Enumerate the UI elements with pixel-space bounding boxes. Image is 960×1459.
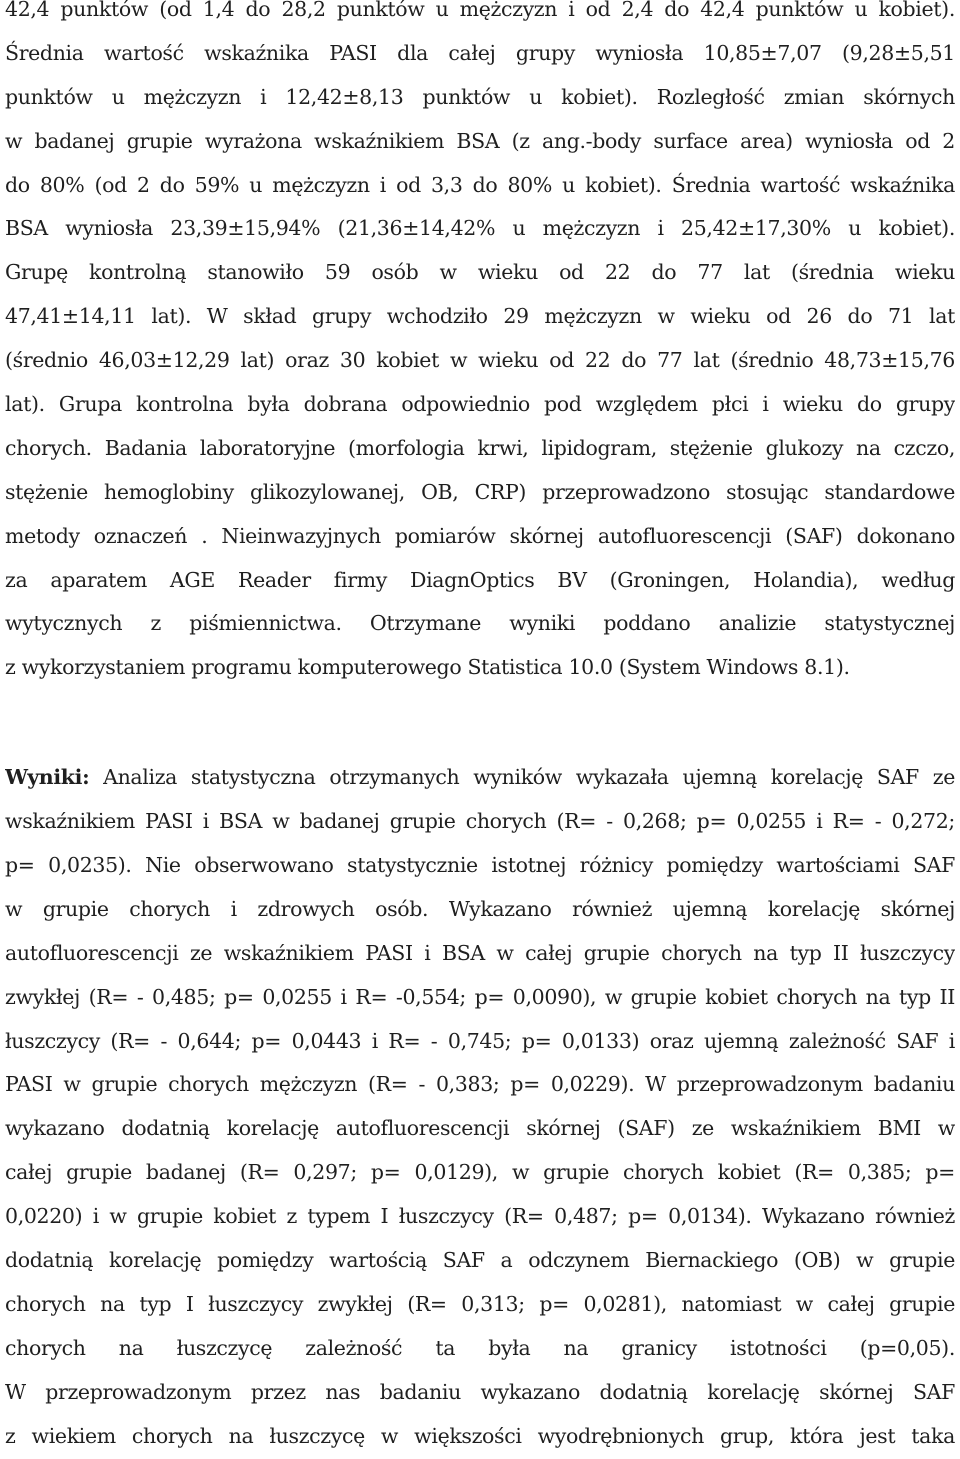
text-line: zwykłej (R= - 0,485; p= 0,0255 i R= -0,554; p= 0,0090), w grupie kobiet chorych na typ II (5, 984, 955, 1009)
text-line: w grupie chorych i zdrowych osób. Wykazano również ujemną korelację skórnej (5, 896, 955, 921)
text-line: metody oznaczeń . Nieinwazyjnych pomiarów skórnej autofluorescencji (SAF) dokonano (5, 523, 955, 548)
text-line: w badanej grupie wyrażona wskaźnikiem BSA (z ang.-body surface area) wyniosła od 2 (5, 128, 955, 153)
text-line: PASI w grupie chorych mężczyzn (R= - 0,383; p= 0,0229). W przeprowadzonym badaniu (5, 1072, 955, 1097)
text-line: autofluorescencji ze wskaźnikiem PASI i BSA w całej grupie chorych na typ II łuszczycy (5, 940, 955, 965)
text-line: Średnia wartość wskaźnika PASI dla całej grupy wyniosła 10,85±7,07 (9,28±5,51 (5, 40, 955, 65)
text-line: z wiekiem chorych na łuszczycę w większości wyodrębnionych grup, która jest taka (5, 1423, 955, 1448)
text-line: 47,41±14,11 lat). W skład grupy wchodziło 29 mężczyzn w wieku od 26 do 71 lat (5, 304, 955, 329)
text-line: wytycznych z piśmiennictwa. Otrzymane wyniki poddano analizie statystycznej (5, 611, 955, 636)
text-line: BSA wyniosła 23,39±15,94% (21,36±14,42% u mężczyzn i 25,42±17,30% u kobiet). (5, 216, 955, 241)
text-line: 0,0220) i w grupie kobiet z typem I łuszczycy (R= 0,487; p= 0,0134). Wykazano również (5, 1204, 955, 1229)
text-line: W przeprowadzonym przez nas badaniu wykazano dodatnią korelację skórnej SAF (5, 1379, 955, 1404)
text-line: Grupę kontrolną stanowiło 59 osób w wieku od 22 do 77 lat (średnia wieku (5, 260, 955, 285)
text-span: Analiza statystyczna otrzymanych wyników wykazała ujemną korelację SAF ze (89, 765, 955, 790)
text-line: 42,4 punktów (od 1,4 do 28,2 punktów u mężczyzn i od 2,4 do 42,4 punktów u kobiet). (5, 0, 955, 21)
paragraph-spacer (5, 690, 955, 756)
document-page (5, 0, 955, 1459)
text-line: łuszczycy (R= - 0,644; p= 0,0443 i R= - 0,745; p= 0,0133) oraz ujemną zależność SAF i (5, 1028, 955, 1053)
text-line: (średnio 46,03±12,29 lat) oraz 30 kobiet w wieku od 22 do 77 lat (średnio 48,73±15,76 (5, 348, 955, 373)
text-line: dodatnią korelację pomiędzy wartością SAF a odczynem Biernackiego (OB) w grupie (5, 1248, 955, 1273)
text-line: stężenie hemoglobiny glikozylowanej, OB, CRP) przeprowadzono stosując standardowe (5, 479, 955, 504)
text-line: za aparatem AGE Reader firmy DiagnOptics BV (Groningen, Holandia), według (5, 567, 955, 592)
text-line: chorych na typ I łuszczycy zwykłej (R= 0,313; p= 0,0281), natomiast w całej grupie (5, 1291, 955, 1316)
text-line: z wykorzystaniem programu komputerowego Statistica 10.0 (System Windows 8.1). (5, 655, 850, 680)
results-label: Wyniki: (5, 765, 90, 790)
text-line: chorych na łuszczycę zależność ta była na granicy istotności (p=0,05). (5, 1335, 955, 1360)
paragraph-methods (5, 0, 955, 690)
text-line: chorych. Badania laboratoryjne (morfologia krwi, lipidogram, stężenie glukozy na czczo, (5, 435, 955, 460)
text-line: p= 0,0235). Nie obserwowano statystycznie istotnej różnicy pomiędzy wartościami SAF (5, 853, 955, 878)
text-line: lat). Grupa kontrolna była dobrana odpowiednio pod względem płci i wieku do grupy (5, 392, 955, 417)
text-line-first (5, 756, 955, 800)
text-line: wskaźnikiem PASI i BSA w badanej grupie chorych (R= - 0,268; p= 0,0255 i R= - 0,272; (5, 809, 955, 834)
text-line: punktów u mężczyzn i 12,42±8,13 punktów u kobiet). Rozległość zmian skórnych (5, 84, 955, 109)
paragraph-results (5, 756, 955, 1458)
text-line: do 80% (od 2 do 59% u mężczyzn i od 3,3 do 80% u kobiet). Średnia wartość wskaźnika (5, 172, 955, 197)
text-line: całej grupie badanej (R= 0,297; p= 0,0129), w grupie chorych kobiet (R= 0,385; p= (5, 1160, 955, 1185)
text-line: wykazano dodatnią korelację autofluorescencji skórnej (SAF) ze wskaźnikiem BMI w (5, 1116, 955, 1141)
